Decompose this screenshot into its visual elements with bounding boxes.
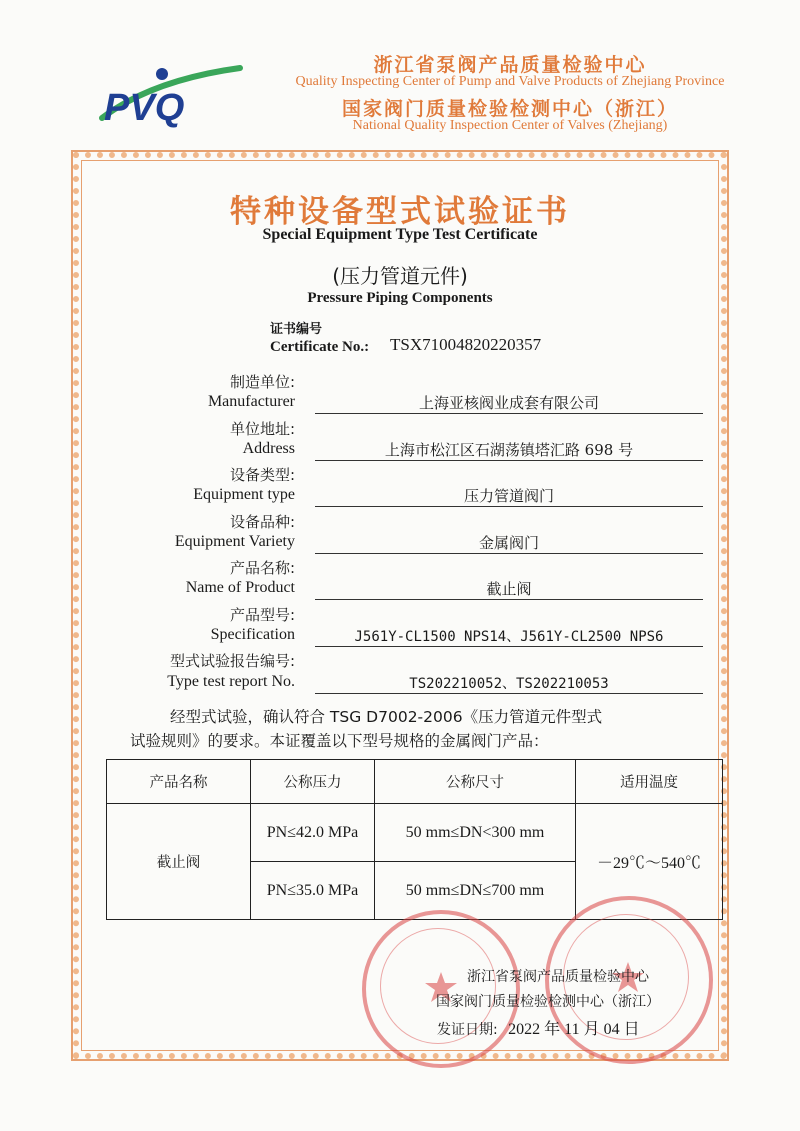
issue-date-value: 2022 年 11 月 04 日: [508, 1021, 640, 1038]
report-number-label-cn: 型式试验报告编号:: [169, 652, 295, 670]
report-number-label-en: Type test report No.: [167, 673, 295, 690]
table-header-pressure: 公称压力: [251, 760, 375, 804]
table-cell-pressure: PN≤42.0 MPa: [251, 804, 375, 862]
org2-name-en: National Quality Inspection Center of Valves (Zhejiang): [352, 118, 668, 133]
seal-stamp-1: [362, 910, 520, 1068]
specification-label-en: Specification: [210, 626, 295, 643]
certificate-subtitle-en: Pressure Piping Components: [307, 290, 493, 306]
certificate-subtitle-cn: (压力管道元件): [332, 264, 468, 288]
manufacturer-label-en: Manufacturer: [207, 393, 295, 410]
table-cell-size: 50 mm≤DN<300 mm: [375, 804, 576, 862]
certificate-number-label-en: Certificate No.:: [270, 339, 370, 355]
table-header-product: 产品名称: [107, 760, 251, 804]
equipment-variety-label-en: Equipment Variety: [174, 533, 295, 550]
certificate-number-label-cn: 证书编号: [270, 322, 323, 337]
issue-date: [437, 1016, 640, 1039]
table-header-size: 公称尺寸: [375, 760, 576, 804]
pvq-logo: [92, 60, 252, 140]
table-cell-product: 截止阀: [107, 804, 251, 920]
issuer-name-1: 浙江省泵阀产品质量检验中心: [467, 969, 649, 985]
equipment-type-label-cn: 设备类型:: [229, 466, 295, 484]
product-name-value: 截止阀: [315, 578, 703, 600]
statement-line-2: 试验规则》的要求。本证覆盖以下型号规格的金属阀门产品：: [130, 732, 549, 750]
product-name-label-en: Name of Product: [185, 579, 295, 596]
table-row: [107, 804, 723, 862]
certificate-title-en: Special Equipment Type Test Certificate: [262, 226, 538, 243]
manufacturer-value: 上海亚核阀业成套有限公司: [315, 392, 703, 414]
specification-value: J561Y-CL1500 NPS14、J561Y-CL2500 NPS6: [315, 626, 703, 647]
certificate-number: TSX71004820220357: [390, 335, 542, 354]
equipment-type-value: 压力管道阀门: [315, 485, 703, 507]
product-name-label-cn: 产品名称:: [229, 559, 295, 577]
org1-name-en: Quality Inspecting Center of Pump and Valve Products of Zhejiang Province: [295, 74, 725, 89]
specification-label-cn: 产品型号:: [229, 606, 295, 624]
issuer-name-2: 国家阀门质量检验检测中心（浙江）: [436, 994, 660, 1010]
table-header-temperature: 适用温度: [576, 760, 723, 804]
org1-name-cn: 浙江省泵阀产品质量检验中心: [373, 54, 647, 76]
address-label-en: Address: [242, 440, 295, 457]
pvq-logo-graphic: [92, 60, 252, 140]
manufacturer-label-cn: 制造单位:: [229, 373, 295, 391]
issue-date-label: 发证日期:: [437, 1022, 498, 1038]
scope-table-header-row: [107, 760, 723, 804]
table-cell-temperature: －29℃～540℃: [576, 804, 723, 920]
certificate-title-cn: 特种设备型式试验证书: [230, 194, 570, 230]
report-number-value: TS202210052、TS202210053: [315, 673, 703, 694]
address-label-cn: 单位地址:: [229, 420, 295, 438]
equipment-type-label-en: Equipment type: [193, 486, 295, 503]
statement-line-1: 经型式试验，确认符合 TSG D7002-2006《压力管道元件型式: [170, 708, 603, 726]
table-cell-pressure: PN≤35.0 MPa: [251, 862, 375, 920]
logo-text: PVQ: [104, 87, 185, 129]
table-cell-size: 50 mm≤DN≤700 mm: [375, 862, 576, 920]
org2-name-cn: 国家阀门质量检验检测中心（浙江）: [341, 98, 678, 120]
equipment-variety-value: 金属阀门: [315, 532, 703, 554]
address-value: 上海市松江区石湖荡镇塔汇路 698 号: [315, 439, 703, 461]
equipment-variety-label-cn: 设备品种:: [229, 513, 295, 531]
